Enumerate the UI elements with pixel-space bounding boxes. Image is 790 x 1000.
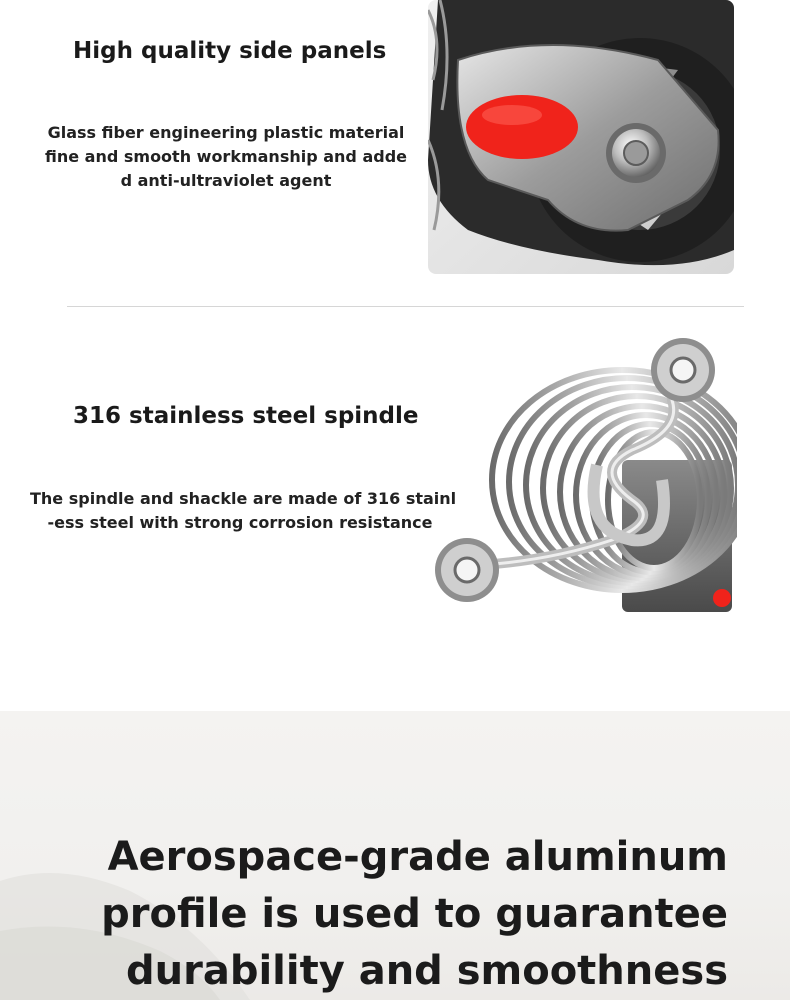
- panels-feature-section: [0, 0, 790, 300]
- spindle-feature-title: 316 stainless steel spindle: [73, 403, 419, 429]
- spring-spindle-image: [432, 330, 737, 615]
- spindle-feature-section: [0, 310, 790, 640]
- panels-feature-description: [40, 121, 412, 193]
- aluminum-profile-banner: [0, 711, 790, 1000]
- panels-description-line: d anti-ultraviolet agent: [120, 171, 332, 190]
- pulley-side-panel-image: [428, 0, 734, 274]
- banner-headline-line: Aerospace-grade aluminum: [107, 834, 728, 880]
- section-divider: [67, 306, 744, 307]
- spindle-description-line: -ess steel with strong corrosion resistance: [47, 513, 433, 532]
- spindle-description-line: The spindle and shackle are made of 316 stainl: [30, 489, 457, 508]
- panels-description-line: fine and smooth workmanship and adde: [44, 147, 408, 166]
- spindle-feature-description: [30, 487, 457, 535]
- panels-description-line: Glass fiber engineering plastic material: [47, 123, 405, 142]
- panels-feature-title: High quality side panels: [73, 38, 387, 64]
- banner-headline: [101, 829, 728, 1000]
- banner-headline-line: durability and smoothness: [125, 948, 728, 994]
- banner-headline-line: profile is used to guarantee: [101, 891, 728, 937]
